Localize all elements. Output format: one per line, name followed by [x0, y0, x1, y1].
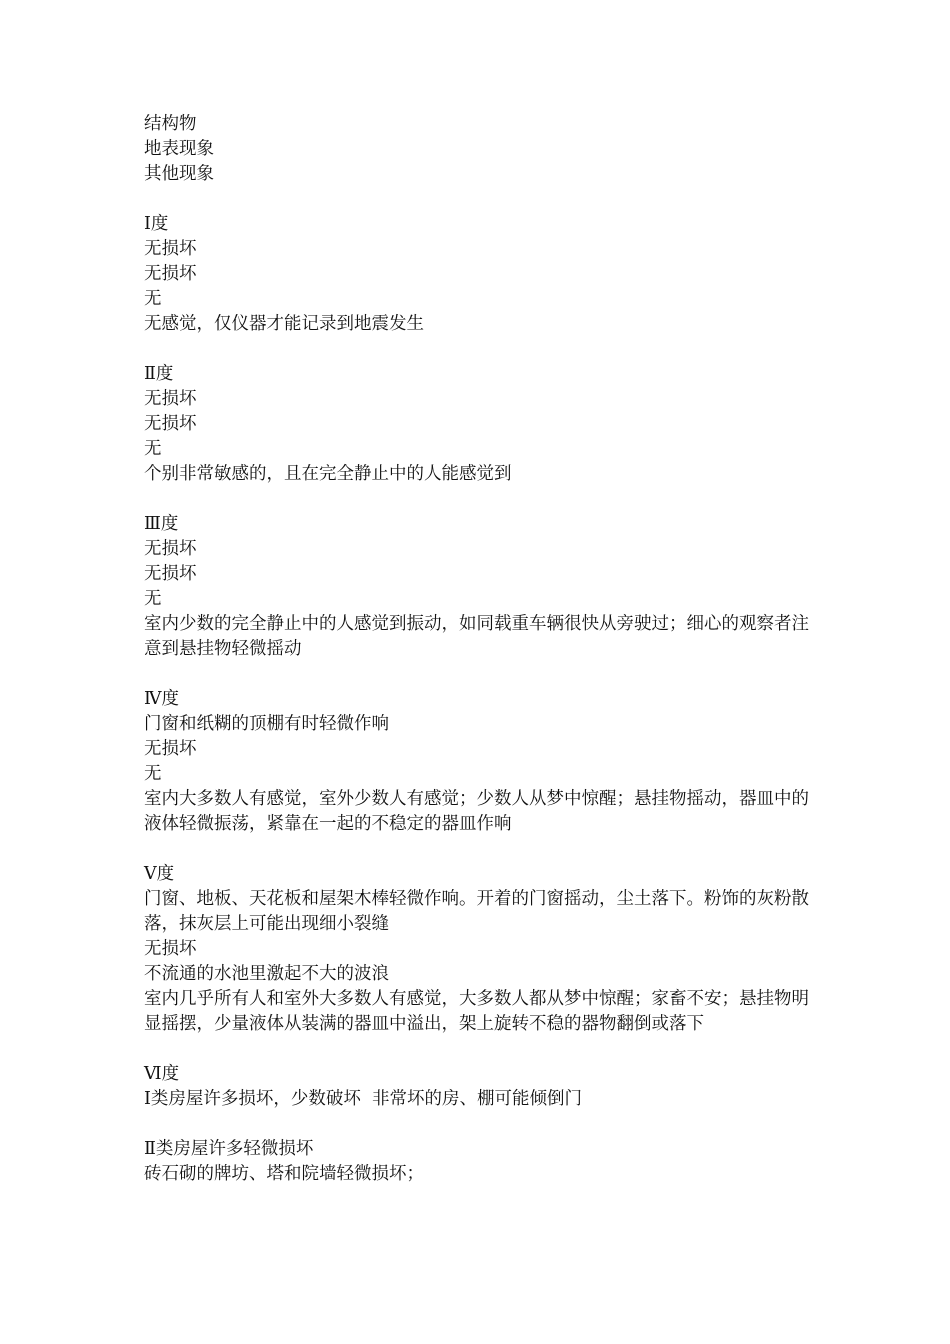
text-line: 门窗和纸糊的顶棚有时轻微作响 [144, 714, 389, 734]
text-line: 无 [144, 764, 162, 784]
text-paragraph: 室内大多数人有感觉，室外少数人有感觉；少数人从梦中惊醒；悬挂物摇动，器皿中的液体轻微振荡，紧靠在一起的不稳定的器皿作响 [144, 789, 809, 834]
intensity-heading: Ⅵ度 [144, 1064, 180, 1084]
text-line: 无损坏 [144, 539, 197, 559]
intensity-heading: Ⅳ度 [144, 689, 179, 709]
text-line: 无 [144, 289, 162, 309]
intensity-heading: Ⅰ度 [144, 214, 169, 234]
text-line: 结构物 [144, 114, 197, 134]
text-line: 地表现象 [144, 139, 214, 159]
intensity-heading: Ⅲ度 [144, 514, 179, 534]
blank-line [144, 487, 810, 512]
blank-line [144, 837, 810, 862]
text-line: 无损坏 [144, 239, 197, 259]
text-line: 无损坏 [144, 389, 197, 409]
blank-line [144, 662, 810, 687]
blank-line [144, 337, 810, 362]
text-line: 不流通的水池里激起不大的波浪 [144, 964, 389, 984]
text-line: 无损坏 [144, 414, 197, 434]
intensity-heading: Ⅱ度 [144, 364, 174, 384]
text-line: 无损坏 [144, 564, 197, 584]
text-line: 个别非常敏感的，且在完全静止中的人能感觉到 [144, 464, 512, 484]
blank-line [144, 1037, 810, 1062]
text-line: 其他现象 [144, 164, 214, 184]
blank-line [144, 1112, 810, 1137]
text-line: 无感觉，仅仪器才能记录到地震发生 [144, 314, 424, 334]
text-line: 无损坏 [144, 264, 197, 284]
text-line: Ⅰ类房屋许多损坏，少数破坏 非常坏的房、棚可能倾倒门 [144, 1089, 583, 1109]
text-line: 无损坏 [144, 739, 197, 759]
blank-line [144, 187, 810, 212]
text-paragraph: 室内少数的完全静止中的人感觉到振动，如同载重车辆很快从旁驶过；细心的观察者注意到悬挂物轻微摇动 [144, 614, 809, 659]
text-paragraph: 门窗、地板、天花板和屋架木棒轻微作响。开着的门窗摇动，尘土落下。粉饰的灰粉散落，抹灰层上可能出现细小裂缝 [144, 889, 809, 934]
text-line: 无 [144, 439, 162, 459]
document-body [144, 112, 810, 1187]
text-line: 无损坏 [144, 939, 197, 959]
intensity-heading: Ⅴ度 [144, 864, 175, 884]
text-line: 无 [144, 589, 162, 609]
text-line: Ⅱ类房屋许多轻微损坏 [144, 1139, 314, 1159]
text-line: 砖石砌的牌坊、塔和院墙轻微损坏； [144, 1164, 424, 1184]
text-paragraph: 室内几乎所有人和室外大多数人有感觉，大多数人都从梦中惊醒；家畜不安；悬挂物明显摇摆，少量液体从装满的器皿中溢出，架上旋转不稳的器物翻倒或落下 [144, 989, 809, 1034]
